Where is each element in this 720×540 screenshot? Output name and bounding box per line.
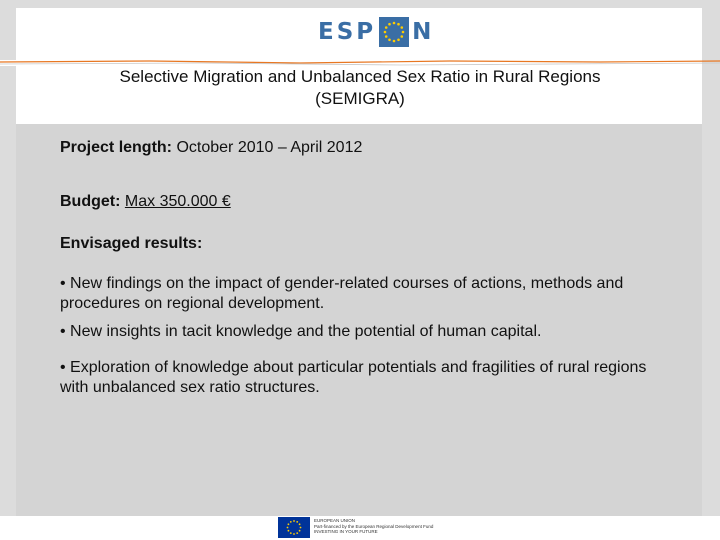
eu-funding-line-3: INVESTING IN YOUR FUTURE: [314, 529, 378, 534]
logo-text-left: ESP: [318, 19, 377, 45]
title-line-2: (SEMIGRA): [315, 89, 405, 108]
budget-row: [60, 192, 231, 212]
eu-funding-note: [314, 518, 454, 535]
content-panel: [16, 124, 702, 516]
eu-stars-logo-icon: [379, 17, 409, 47]
budget-label: Budget:: [60, 193, 121, 210]
envisaged-results-label: Envisaged results:: [60, 235, 203, 252]
header-divider-line: [0, 58, 720, 66]
header: [0, 0, 720, 66]
project-length-row: [60, 138, 362, 158]
result-item-1: • New findings on the impact of gender-related courses of actions, methods and procedures on regional development.: [60, 275, 624, 312]
slide-title: [60, 66, 660, 110]
eu-funding-line-2: Part-financed by the European Regional Development Fund: [314, 523, 434, 529]
left-border-stripe: [0, 66, 16, 516]
eu-funding-line-1: EUROPEAN UNION: [314, 518, 356, 523]
espon-logo: [318, 14, 434, 50]
result-item-2: • New insights in tacit knowledge and the potential of human capital.: [60, 323, 542, 340]
project-length-label: Project length:: [60, 139, 173, 156]
title-line-1: Selective Migration and Unbalanced Sex Ratio in Rural Regions: [119, 67, 601, 86]
project-length-value: October 2010 – April 2012: [176, 139, 363, 156]
right-border-stripe: [702, 0, 720, 516]
budget-value: Max 350.000 €: [124, 193, 231, 210]
result-item-3: • Exploration of knowledge about particular potentials and fragilities of rural regions with unbalanced sex ratio structures.: [60, 359, 647, 396]
logo-text-right: N: [412, 19, 435, 45]
eu-flag-icon: [278, 517, 310, 538]
